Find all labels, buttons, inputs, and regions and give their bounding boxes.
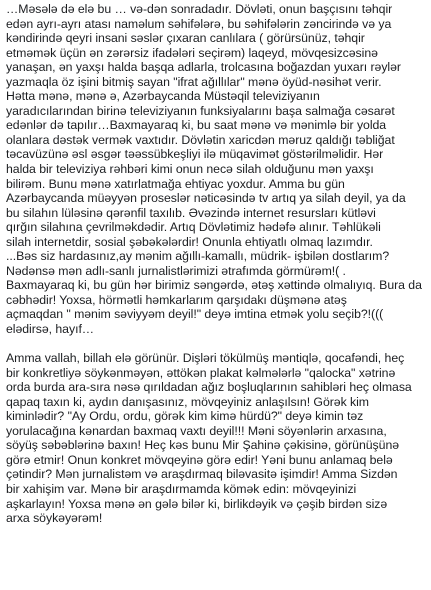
- post-text-line: aşkarlayın! Yoxsa mənə ən gələ bilər ki, birlikdəyik və çəşib birdən sizə: [6, 496, 388, 511]
- post-text-line: edən ayrı-ayrı atası naməlum səhifələrə, bu səhifələrin zəncirində və ya: [6, 16, 392, 31]
- post-text-line: yanaşan, ən yaxşı halda başqa adlarla, trolcasına boğazdan yuxarı rəylər: [6, 60, 401, 75]
- post-text-line: çətindir? Mən jurnalistəm və araşdırmaq biləvasitə işimdir! Amma Sizdən: [6, 467, 398, 482]
- post-text-line: Hətta mənə, mənə ə, Azərbaycanda Müstəqil televiziyanın: [6, 89, 320, 104]
- post-text-line: qırğın silahına çevrilməkdədir. Artıq Dövlətimiz hədəfə alınır. Təhlükəli: [6, 220, 381, 235]
- post-text-line: görə etmir! Onun konkret mövqeyinə görə edir! Yəni bunu anlamaq belə: [6, 452, 393, 467]
- post-text-line: söyüş səbəblərinə baxın! Heç kəs bunu Mir Şahinə çəkisinə, görünüşünə: [6, 438, 400, 453]
- post-text-line: kəndirində qeyri insani səslər çıxaran canlılara ( görürsünüz, təhqir: [6, 31, 365, 46]
- post-paragraph-1: [6, 2, 425, 337]
- post-text-line: yazmaqla öz işini bitmiş sayan "ifrat ağıllılar" mənə öyüd-nəsihət verir.: [6, 74, 382, 89]
- post-text-line: cəbhədir! Yoxsa, hörmətli həmkarlarım qarşıdakı düşmənə atəş: [6, 292, 347, 307]
- post-text-line: Baxmayaraq ki, bu gün hər birimiz səngərdə, ətəş xəttində olmalıyıq. Bura da: [6, 278, 422, 293]
- post-text-line: yaradıcılarından birinə televiziyanın funksiyalarını başa salmağa cəsarət: [6, 103, 395, 118]
- post-text-line: elədirsə, hayıf…: [6, 322, 95, 337]
- post-text-line: təcavüzünə əsl əsgər təəssübkeşliyi ilə müqavimət göstərilməlidir. Hər: [6, 147, 384, 162]
- post-text-line: arxa söykəyərəm!: [6, 511, 103, 526]
- post-text-line: orda burda ara-sıra nəsə qırıldadan ağız boşluqlarının sahibləri heç olmasa: [6, 380, 412, 395]
- post-text-line: ...Bəs siz hardasınız,ay mənim ağıllı-kamallı, müdrik- işbilən dostlarım?: [6, 249, 390, 264]
- post-text-line: Amma vallah, billah elə görünür. Dişləri tökülmüş məntiqlə, qocafəndi, heç: [6, 351, 405, 366]
- post-text-line: halda bir televiziya rəhbəri kimi onun necə silah olduğunu mən yaxşı: [6, 162, 374, 177]
- post-text-line: bir xahişim var. Mənə bir araşdırmamda kömək edin: mövqeyinizi: [6, 482, 357, 496]
- post-text-line: qapaq taxın ki, aydın danışasınız, mövqeyiniz anlaşılsın! Görək kim: [6, 394, 370, 409]
- post-text-line: edənlər də tapılır…Baxmayaraq ki, bu saat mənə və mənimlə bir yolda: [6, 118, 387, 133]
- post-text-line: olanlara dəstək vermək vaxtıdır. Dövlətin xaricdən məruz qaldığı təbliğat: [6, 132, 395, 147]
- post-text-line: açmaqdan " mənim səviyyəm deyil!" deyə imtina etmək yolu seçib?!(((: [6, 307, 384, 322]
- post-text-line: bir konkretliyə söykənməyən, əttökən plakat kəlmələrlə "qalocka" xətrinə: [6, 365, 396, 380]
- post-text-line: bu silahın lüləsinə qərənfil taxılıb. Əvəzində internet resursları kütləvi: [6, 205, 376, 220]
- post-text-line: bilirəm. Bunu mənə xatırlatmağa ehtiyac yoxdur. Amma bu gün: [6, 176, 345, 191]
- post-text-line: silah internetdir, sosial şəbəkələrdir! Onunla ehtiyatlı olmaq lazımdır.: [6, 234, 373, 249]
- post-text-line: Nədənsə mən adlı-sanlı jurnalistlərimizi ətrafımda görmürəm!( .: [6, 263, 346, 278]
- post-text-line: Azərbaycanda müəyyən proseslər nəticəsində tv artıq ya silah deyil, ya da: [6, 191, 406, 206]
- post-text-line: kiminlədir? "Ay Ordu, ordu, görək kim kimə hürdü?" deyə kimin təz: [6, 409, 364, 424]
- post-text-line: …Məsələ də elə bu … və-dən sonradadır. Dövləti, onun başçısını təhqir: [6, 2, 393, 16]
- post-text-line: yorulacağına kənardan baxmaq vaxtı deyil!!! Məni söyənlərin arxasına,: [6, 423, 387, 438]
- post-paragraph-2: [6, 351, 425, 526]
- post-text-line: etməmək üçün ən zərərsiz ifadələri seçirəm) laqeyd, mövqesizcəsinə: [6, 45, 378, 60]
